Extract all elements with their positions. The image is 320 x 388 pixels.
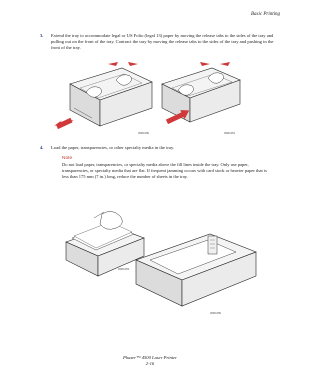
running-header: Basic Printing xyxy=(250,12,280,17)
note-text: Do not load paper, transparencies, or specialty media above the fill lines inside the tray. Only use paper, transparencies, or specialty media that are flat. If frequent jamming occurs with card stock or heavier paper that is less than 175 mm (7 in.) long, reduce the number of sheets in the tray. xyxy=(62,162,267,179)
step-4-text: Load the paper, transparencies, or other specialty media in the tray. xyxy=(51,145,175,150)
footer-page-number: 2-16 xyxy=(145,361,155,366)
load-paper-illustration xyxy=(60,208,260,318)
tray-contract-figure xyxy=(162,62,240,135)
note xyxy=(62,156,272,180)
step-3 xyxy=(40,33,277,52)
step-4-number: 4. xyxy=(40,145,44,150)
figure-code-load-left: 4500-053 xyxy=(118,268,129,271)
tray-extend-figure xyxy=(54,62,152,135)
figure-code-right: 4500-051 xyxy=(224,132,235,135)
step-3-text: Extend the tray to accommodate legal or US Folio (legal 13) paper by moving the release tabs to the sides of the tray and pulling out on the front of the tray. Contract the tray by moving the release tabs to the sides of the tray and pushing in the front of the tray. xyxy=(51,33,274,51)
figure-code-left: 4500-050 xyxy=(138,132,149,135)
step-4 xyxy=(40,145,277,151)
figure-code-load-right: 4500-056 xyxy=(210,312,221,315)
footer-title: Phaser™ 4500 Laser Printer xyxy=(123,355,177,360)
note-label: Note xyxy=(62,156,73,161)
tray-adjust-illustration xyxy=(52,58,242,138)
load-paper-hand-figure xyxy=(66,211,144,276)
step-3-number: 3. xyxy=(40,33,44,38)
tray-fill-line-figure xyxy=(136,234,256,315)
